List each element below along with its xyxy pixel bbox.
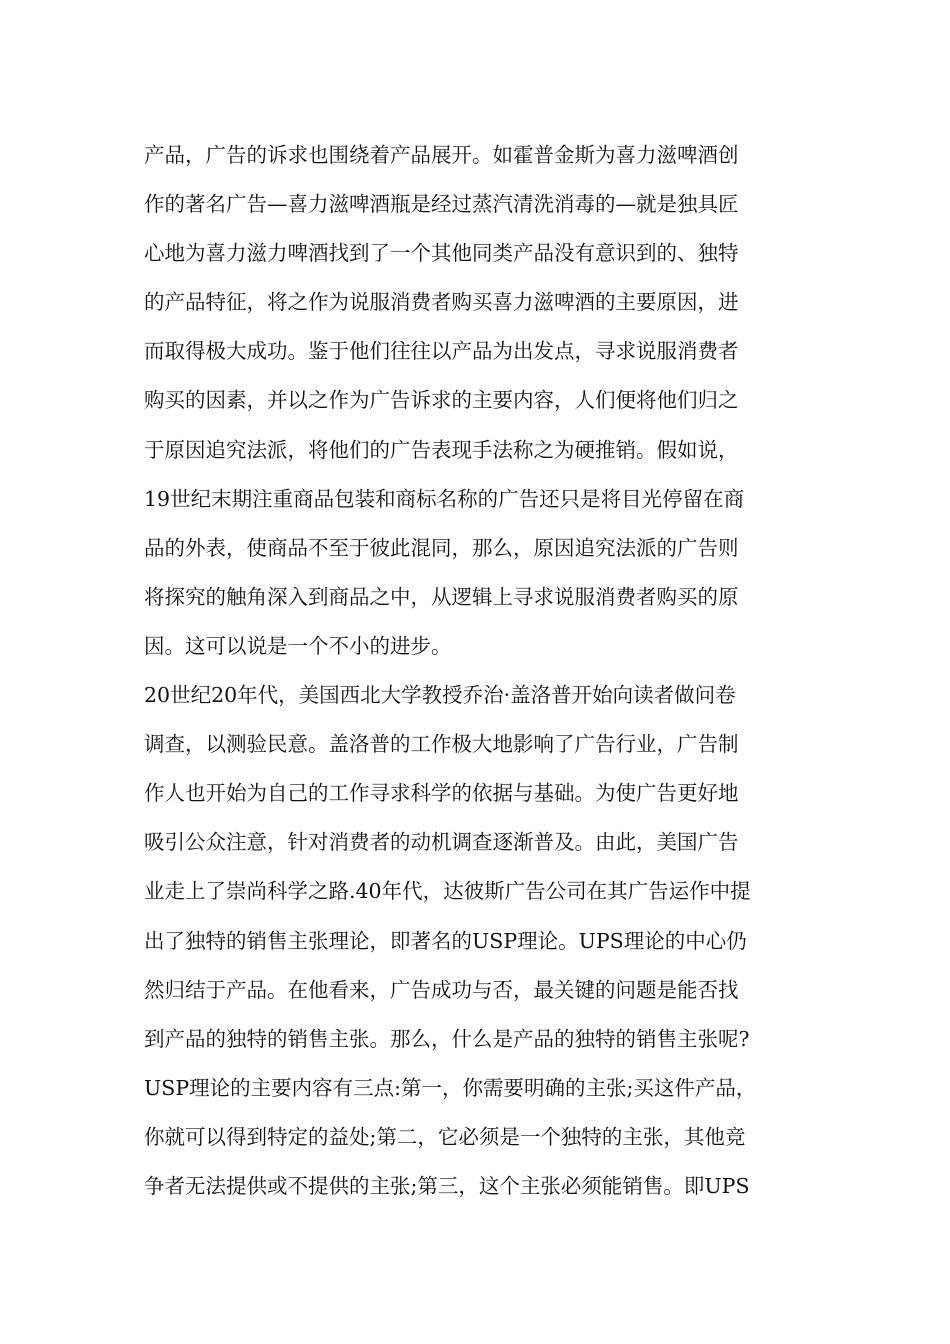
text-line: 调查，以测验民意。盖洛普的工作极大地影响了广告行业，广告制 xyxy=(144,732,739,757)
text-line: 你就可以得到特定的益处;第二，它必须是一个独特的主张，其他竞 xyxy=(144,1124,746,1149)
text-line: 吸引公众注意，针对消费者的动机调查逐渐普及。由此，美国广告 xyxy=(144,830,739,855)
text-line: 到产品的独特的销售主张。那么，什么是产品的独特的销售主张呢? xyxy=(144,1026,750,1051)
text-line: 出了独特的销售主张理论，即著名的USP理论。UPS理论的中心仍 xyxy=(144,928,747,953)
text-line: 因。这可以说是一个不小的进步。 xyxy=(144,633,452,658)
text-line: 购买的因素，并以之作为广告诉求的主要内容，人们便将他们归之 xyxy=(144,388,739,413)
text-line: 然归结于产品。在他看来，广告成功与否，最关键的问题是能否找 xyxy=(144,977,739,1002)
text-line: 品的外表，使商品不至于彼此混同，那么，原因追究法派的广告则 xyxy=(144,535,739,560)
text-line: 争者无法提供或不提供的主张;第三，这个主张必须能销售。即UPS xyxy=(144,1173,750,1198)
text-line: 19世纪末期注重商品包装和商标名称的广告还只是将目光停留在商 xyxy=(144,486,745,511)
text-line: 作人也开始为自己的工作寻求科学的依据与基础。为使广告更好地 xyxy=(144,781,739,806)
text-line: 20世纪20年代，美国西北大学教授乔治·盖洛普开始向读者做问卷 xyxy=(144,683,736,708)
text-line: 心地为喜力滋力啤酒找到了一个其他同类产品没有意识到的、独特 xyxy=(144,241,739,266)
text-line: 业走上了崇尚科学之路.40年代，达彼斯广告公司在其广告运作中提 xyxy=(144,879,751,904)
text-line: 而取得极大成功。鉴于他们往往以产品为出发点，寻求说服消费者 xyxy=(144,339,739,364)
text-line: 于原因追究法派，将他们的广告表现手法称之为硬推销。假如说， xyxy=(144,437,739,462)
body-text xyxy=(144,131,824,1211)
text-line: 产品，广告的诉求也围绕着产品展开。如霍普金斯为喜力滋啤酒创 xyxy=(144,143,739,167)
text-line: 的产品特征，将之作为说服消费者购买喜力滋啤酒的主要原因，进 xyxy=(144,290,739,315)
text-line: USP理论的主要内容有三点:第一，你需要明确的主张;买这件产品， xyxy=(144,1075,757,1100)
text-line: 将探究的触角深入到商品之中，从逻辑上寻求说服消费者购买的原 xyxy=(144,584,739,609)
text-line: 作的著名广告—喜力滋啤酒瓶是经过蒸汽清洗消毒的—就是独具匠 xyxy=(144,192,739,217)
